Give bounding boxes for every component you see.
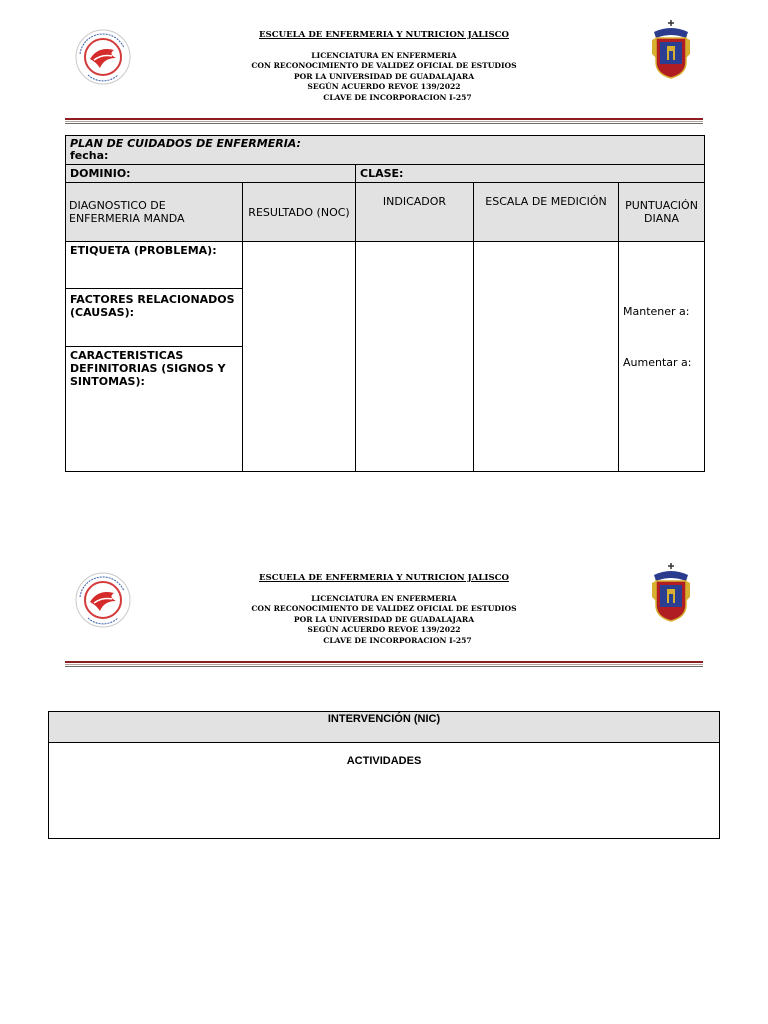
- plan-title: PLAN DE CUIDADOS DE ENFERMERIA:: [70, 137, 301, 150]
- header-rule: [65, 661, 703, 667]
- header-line: LICENCIATURA EN ENFERMERIA: [311, 51, 457, 60]
- university-coat-of-arms: [650, 18, 692, 80]
- header-titles: [200, 30, 568, 103]
- col-indicador: INDICADOR: [356, 183, 474, 242]
- header-line: CON RECONOCIMIENTO DE VALIDEZ OFICIAL DE ESTUDIOS: [251, 604, 517, 614]
- indicador-cell: [356, 242, 474, 472]
- school-seal-logo: [74, 28, 132, 86]
- actividades-label: ACTIVIDADES: [49, 743, 720, 839]
- header-rule: [65, 118, 703, 124]
- clase-label: CLASE:: [356, 165, 705, 183]
- col-escala: ESCALA DE MEDICIÓN: [474, 183, 619, 242]
- date-label: fecha:: [70, 149, 109, 162]
- header-line: POR LA UNIVERSIDAD DE GUADALAJARA: [293, 71, 475, 81]
- caracteristicas-label: CARACTERISTICAS DEFINITORIAS (SIGNOS Y SINTOMAS):: [70, 349, 226, 388]
- school-name: ESCUELA DE ENFERMERIA Y NUTRICION JALISCO: [259, 573, 509, 583]
- header-line: SEGÚN ACUERDO REVOE 139/2022: [307, 625, 461, 635]
- page-header: [0, 0, 768, 120]
- mantener-label: Mantener a:: [623, 305, 690, 318]
- header-line: CON RECONOCIMIENTO DE VALIDEZ OFICIAL DE ESTUDIOS: [251, 61, 517, 71]
- aumentar-label: Aumentar a:: [623, 356, 692, 369]
- col-puntuacion: PUNTUACIÓN DIANA: [619, 183, 705, 242]
- puntuacion-cell: [619, 242, 705, 472]
- header-line: CLAVE DE INCORPORACION I-257: [323, 92, 472, 102]
- escala-cell: [474, 242, 619, 472]
- etiqueta-label: ETIQUETA (PROBLEMA):: [66, 242, 242, 289]
- school-name: ESCUELA DE ENFERMERIA Y NUTRICION JALISCO: [259, 30, 509, 40]
- plan-title-cell: [66, 136, 705, 165]
- factores-label: FACTORES RELACIONADOS (CAUSAS):: [66, 289, 242, 347]
- resultado-cell: [243, 242, 356, 472]
- diagnostico-cell: [66, 242, 243, 472]
- header-line: CLAVE DE INCORPORACION I-257: [323, 635, 472, 645]
- col-resultado: RESULTADO (NOC): [243, 183, 356, 242]
- header-line: SEGÚN ACUERDO REVOE 139/2022: [307, 82, 461, 92]
- page-header-2: [0, 543, 768, 663]
- header-titles: [200, 573, 568, 646]
- care-plan-table: [65, 135, 705, 472]
- header-line: LICENCIATURA EN ENFERMERIA: [311, 594, 457, 603]
- university-coat-of-arms: [650, 561, 692, 623]
- intervencion-label: INTERVENCIÓN (NIC): [49, 712, 720, 743]
- nic-table: [48, 711, 720, 839]
- school-seal-logo: [74, 571, 132, 629]
- col-diagnostico: DIAGNOSTICO DE ENFERMERIA MANDA: [66, 183, 243, 242]
- dominio-label: DOMINIO:: [66, 165, 356, 183]
- header-line: POR LA UNIVERSIDAD DE GUADALAJARA: [293, 614, 475, 624]
